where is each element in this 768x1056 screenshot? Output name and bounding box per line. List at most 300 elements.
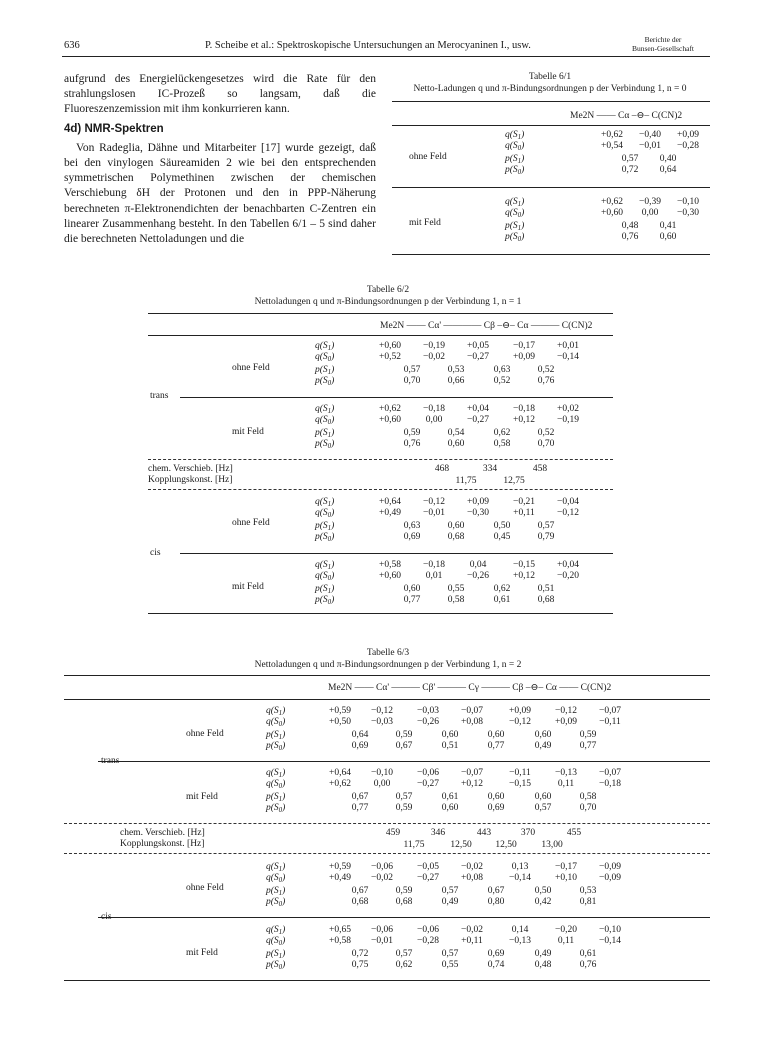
table62-cis-mit-q-s0-cell: +0,12	[513, 571, 535, 581]
table63-cis-mit-p-s0-cell: 0,62	[395, 960, 413, 970]
table62-structure: Me2N —— Cα' ———— Cβ –⊖– Cα ——— C(CN)2	[380, 321, 593, 331]
table63-trans-ohne-q-s0-cell: +0,08	[461, 717, 483, 727]
table63-cis-ohne-p-s1-cell: 0,50	[534, 886, 552, 896]
table62-cis-ohne-q-s1-cell: −0,04	[557, 497, 579, 507]
table62-mit-feld-label: mit Feld	[232, 427, 264, 437]
table63-trans-ohne-p-s1-cell: 0,60	[534, 730, 552, 740]
table62-cis-ohne-p-s1-cell: 0,57	[537, 521, 555, 531]
table62-cis-ohne-label-p-s1: $p(S_1)$	[315, 521, 335, 532]
table62-coupling-cell: 11,75	[455, 476, 477, 486]
table63-cis-ohne-q-s1-cell: −0,05	[417, 862, 439, 872]
table63-trans-ohne-label-p-s0: $p(S_0)$	[266, 741, 286, 752]
table62-trans-label: trans	[150, 391, 169, 401]
table63-shift-cell: 346	[430, 828, 446, 838]
table63-shift-cell: 455	[566, 828, 582, 838]
table63-trans-mit-q-s1-cell: −0,07	[461, 768, 483, 778]
table63-cis-mit-q-s1-cell: −0,10	[599, 925, 621, 935]
table62-cis-ohne-q-s0-cell: +0,49	[379, 508, 401, 518]
journal-line-2: Bunsen-Gesellschaft	[631, 43, 695, 53]
table62-trans-mit-p-s1-cell: 0,52	[537, 428, 555, 438]
table63-structure: Me2N —— Cα' ——— Cβ' ——— Cγ ——— Cβ –⊖– Cα —— C(CN)2	[328, 683, 612, 693]
table62-trans-mit-label-q-s0: $q(S_0)$	[315, 415, 335, 426]
table63-trans-ohne-p-s1-cell: 0,64	[351, 730, 369, 740]
table62-coupling-label: Kopplungskonst. [Hz]	[148, 475, 233, 485]
table61-caption: Netto-Ladungen q und π-Bindungsordnungen p der Verbindung 1, n = 0	[413, 84, 687, 94]
table62-trans-mit-q-s0-cell: −0,19	[557, 415, 579, 425]
table63-cis-mit-q-s0-cell: +0,58	[329, 936, 351, 946]
table63-cis-mit-p-s1-cell: 0,61	[579, 949, 597, 959]
table62-trans-mit-p-s0-cell: 0,76	[403, 439, 421, 449]
table63-cis-ohne-q-s0-cell: −0,02	[371, 873, 393, 883]
table62-cis-ohne-feld-label: ohne Feld	[232, 518, 270, 528]
table62-cis-ohne-p-s0-cell: 0,69	[403, 532, 421, 542]
table63-cis-ohne-label-p-s1: $p(S_1)$	[266, 886, 286, 897]
table63-cis-ohne-q-s0-cell: −0,09	[599, 873, 621, 883]
table63-trans-mit-p-s0-cell: 0,69	[487, 803, 505, 813]
table63-trans-mit-p-s1-cell: 0,60	[534, 792, 552, 802]
table61-ohne-label-q-s1: $q(S_1)$	[505, 130, 525, 141]
table62-trans-mit-p-s1-cell: 0,54	[447, 428, 465, 438]
table63-cis-mit-q-s0-cell: +0,11	[461, 936, 483, 946]
table61-mit-label-q-s1: $q(S_1)$	[505, 197, 525, 208]
table63-trans-ohne-q-s1-cell: −0,07	[599, 706, 621, 716]
table61-mit-q-s1-cell: −0,39	[639, 197, 661, 207]
table63-cis-mit-label-q-s1: $q(S_1)$	[266, 925, 286, 936]
table63-trans-mit-p-s0-cell: 0,77	[351, 803, 369, 813]
table63-cis-ohne-p-s0-cell: 0,68	[351, 897, 369, 907]
table62-cis-ohne-q-s0-cell: −0,01	[423, 508, 445, 518]
table63-cis-mit-q-s0-cell: −0,01	[371, 936, 393, 946]
journal-line-1: Berichte der	[644, 35, 682, 44]
table61-mit-feld-label: mit Feld	[409, 218, 441, 228]
table63-caption: Nettoladungen q und π-Bindungsordnungen p der Verbindung 1, n = 2	[254, 660, 522, 670]
table63-ohne-feld-label: ohne Feld	[186, 729, 224, 739]
table62-trans-mit-p-s0-cell: 0,60	[447, 439, 465, 449]
table62-trans-ohne-q-s1-cell: +0,60	[379, 341, 401, 351]
table63-trans-mit-q-s1-cell: −0,06	[417, 768, 439, 778]
table62-cis-ohne-q-s1-cell: +0,64	[379, 497, 401, 507]
table63-trans-mit-q-s1-cell: −0,07	[599, 768, 621, 778]
table61-mit-label-p-s1: $p(S_1)$	[505, 221, 525, 232]
table63-cis-mit-label-q-s0: $q(S_0)$	[266, 936, 286, 947]
table62-cis-ohne-p-s1-cell: 0,63	[403, 521, 421, 531]
table63-trans-ohne-label-q-s1: $q(S_1)$	[266, 706, 286, 717]
table63-title: Tabelle 6/3	[366, 648, 410, 658]
table63-cis-mit-q-s1-cell: 0,14	[511, 925, 529, 935]
table61-ohne-label-p-s0: $p(S_0)$	[505, 165, 525, 176]
table62-trans-ohne-q-s0-cell: +0,52	[379, 352, 401, 362]
paragraph-1: aufgrund des Energielückengesetzes wird die Rate für den strahlungslosen IC-Prozeß so langsam, daß die Fluoreszenzemission mit ihm konkurrieren kann.	[64, 73, 376, 116]
table63-cis-mit-label-p-s0: $p(S_0)$	[266, 960, 286, 971]
table62-cis-mit-p-s1-cell: 0,51	[537, 584, 555, 594]
table62-cis-ohne-p-s1-cell: 0,50	[493, 521, 511, 531]
table62-head-rule	[148, 335, 613, 336]
table63-trans-mit-p-s0-cell: 0,60	[441, 803, 459, 813]
table63-cis-ohne-q-s1-cell: −0,17	[555, 862, 577, 872]
table63-shift-cell: 459	[385, 828, 401, 838]
table61-ohne-q-s1-cell: +0,62	[601, 130, 623, 140]
table62-bottom-rule	[148, 613, 613, 614]
table63-trans-ohne-p-s0-cell: 0,49	[534, 741, 552, 751]
table63-trans-mit-q-s0-cell: 0,11	[557, 779, 575, 789]
table63-cis-ohne-p-s0-cell: 0,42	[534, 897, 552, 907]
table63-cis-mit-p-s1-cell: 0,57	[395, 949, 413, 959]
table62-shift-cell: 458	[532, 464, 548, 474]
table62-trans-ohne-q-s1-cell: −0,17	[513, 341, 535, 351]
table61-ohne-p-s1-cell: 0,40	[659, 154, 677, 164]
table63-cis-mit-p-s0-cell: 0,48	[534, 960, 552, 970]
table63-trans-mit-q-s0-cell: −0,18	[599, 779, 621, 789]
table62-cis-mit-q-s0-cell: −0,20	[557, 571, 579, 581]
table62-cis-ohne-q-s1-cell: +0,09	[467, 497, 489, 507]
table62-trans-mit-p-s1-cell: 0,62	[493, 428, 511, 438]
table62-cis-ohne-label-q-s1: $q(S_1)$	[315, 497, 335, 508]
table62-trans-ohne-q-s0-cell: −0,27	[467, 352, 489, 362]
table62-dash-rule-2	[148, 489, 613, 490]
page-number: 636	[64, 40, 80, 51]
table63-bottom-rule	[64, 980, 710, 981]
table63-trans-ohne-label-p-s1: $p(S_1)$	[266, 730, 286, 741]
table62-trans-mit-q-s1-cell: +0,04	[467, 404, 489, 414]
table62-cis-mit-q-s0-cell: −0,26	[467, 571, 489, 581]
table62-cis-mit-q-s1-cell: +0,04	[557, 560, 579, 570]
table63-trans-mit-label-p-s0: $p(S_0)$	[266, 803, 286, 814]
table62-trans-mit-label-q-s1: $q(S_1)$	[315, 404, 335, 415]
table61-mit-q-s1-cell: +0,62	[601, 197, 623, 207]
table63-cis-ohne-q-s0-cell: +0,10	[555, 873, 577, 883]
table61-top-rule	[392, 101, 710, 102]
table62-cis-mit-p-s0-cell: 0,61	[493, 595, 511, 605]
table63-trans-mit-q-s1-cell: −0,13	[555, 768, 577, 778]
table63-dash-rule-1	[64, 823, 710, 824]
table63-trans-mit-q-s0-cell: +0,12	[461, 779, 483, 789]
table62-caption: Nettoladungen q und π-Bindungsordnungen p der Verbindung 1, n = 1	[254, 297, 522, 307]
table62-cis-mit-q-s1-cell: −0,15	[513, 560, 535, 570]
table63-cis-ohne-label-q-s0: $q(S_0)$	[266, 873, 286, 884]
table62-trans-ohne-label-p-s1: $p(S_1)$	[315, 365, 335, 376]
table63-trans-ohne-p-s0-cell: 0,77	[579, 741, 597, 751]
section-heading: 4d) NMR-Spektren	[64, 122, 164, 135]
table63-cis-ohne-q-s1-cell: −0,02	[461, 862, 483, 872]
table61-mit-p-s1-cell: 0,48	[621, 221, 639, 231]
table63-cis-ohne-p-s0-cell: 0,80	[487, 897, 505, 907]
table63-trans-mit-label-q-s1: $q(S_1)$	[266, 768, 286, 779]
table61-ohne-q-s1-cell: −0,40	[639, 130, 661, 140]
table63-trans-ohne-q-s1-cell: −0,07	[461, 706, 483, 716]
table63-cis-mit-p-s0-cell: 0,74	[487, 960, 505, 970]
table62-trans-ohne-p-s1-cell: 0,52	[537, 365, 555, 375]
table62-cis-ohne-p-s0-cell: 0,45	[493, 532, 511, 542]
table63-trans-mit-q-s1-cell: −0,11	[509, 768, 531, 778]
table61-mit-p-s0-cell: 0,60	[659, 232, 677, 242]
table63-trans-ohne-q-s1-cell: +0,09	[509, 706, 531, 716]
table63-trans-ohne-p-s0-cell: 0,69	[351, 741, 369, 751]
table62-cis-ohne-q-s0-cell: +0,11	[513, 508, 535, 518]
table63-trans-ohne-p-s0-cell: 0,51	[441, 741, 459, 751]
table62-trans-mit-q-s1-cell: +0,02	[557, 404, 579, 414]
table63-shift-cell: 443	[476, 828, 492, 838]
table61-ohne-p-s1-cell: 0,57	[621, 154, 639, 164]
table62-cis-mit-p-s0-cell: 0,58	[447, 595, 465, 605]
table63-cis-ohne-q-s0-cell: +0,08	[461, 873, 483, 883]
table61-mit-q-s1-cell: −0,10	[677, 197, 699, 207]
table63-trans-ohne-p-s0-cell: 0,77	[487, 741, 505, 751]
table63-trans-ohne-p-s0-cell: 0,67	[395, 741, 413, 751]
table63-trans-mit-p-s1-cell: 0,60	[487, 792, 505, 802]
table63-trans-mit-p-s1-cell: 0,58	[579, 792, 597, 802]
table62-cis-ohne-label-q-s0: $q(S_0)$	[315, 508, 335, 519]
table62-trans-ohne-q-s1-cell: +0,01	[557, 341, 579, 351]
table62-trans-ohne-q-s1-cell: +0,05	[467, 341, 489, 351]
table62-cis-ohne-q-s0-cell: −0,12	[557, 508, 579, 518]
table61-mit-label-q-s0: $q(S_0)$	[505, 208, 525, 219]
table61-ohne-q-s1-cell: +0,09	[677, 130, 699, 140]
table63-trans-ohne-p-s1-cell: 0,60	[487, 730, 505, 740]
table63-cis-ohne-label-q-s1: $q(S_1)$	[266, 862, 286, 873]
table63-cis-ohne-p-s0-cell: 0,81	[579, 897, 597, 907]
table62-trans-ohne-q-s0-cell: −0,14	[557, 352, 579, 362]
table63-trans-mit-q-s1-cell: −0,10	[371, 768, 393, 778]
table61-head-rule	[392, 125, 710, 126]
table63-cis-mit-p-s1-cell: 0,49	[534, 949, 552, 959]
table62-shift-cell: 334	[482, 464, 498, 474]
table61-ohne-q-s0-cell: −0,01	[639, 141, 661, 151]
table62-trans-ohne-q-s0-cell: −0,02	[423, 352, 445, 362]
table62-trans-ohne-label-q-s0: $q(S_0)$	[315, 352, 335, 363]
table63-top-rule	[64, 675, 710, 676]
table63-cis-ohne-feld-label: ohne Feld	[186, 883, 224, 893]
table63-cis-mit-q-s1-cell: +0,65	[329, 925, 351, 935]
table62-cis-mit-q-s1-cell: 0,04	[469, 560, 487, 570]
table62-cis-mit-label-q-s0: $q(S_0)$	[315, 571, 335, 582]
table63-trans-mit-p-s1-cell: 0,61	[441, 792, 459, 802]
table62-trans-mit-q-s0-cell: +0,60	[379, 415, 401, 425]
table62-trans-ohne-label-q-s1: $q(S_1)$	[315, 341, 335, 352]
table62-trans-ohne-p-s1-cell: 0,57	[403, 365, 421, 375]
table62-shift-cell: 468	[434, 464, 450, 474]
table62-trans-mit-p-s1-cell: 0,59	[403, 428, 421, 438]
table63-trans-mit-q-s0-cell: +0,62	[329, 779, 351, 789]
table63-trans-mit-p-s0-cell: 0,59	[395, 803, 413, 813]
table62-cis-ohne-q-s1-cell: −0,12	[423, 497, 445, 507]
table61-ohne-label-q-s0: $q(S_0)$	[505, 141, 525, 152]
table63-cis-mit-label-p-s1: $p(S_1)$	[266, 949, 286, 960]
table62-cis-mit-label-p-s1: $p(S_1)$	[315, 584, 335, 595]
table63-cis-mid-rule	[98, 917, 710, 918]
table62-trans-mit-p-s0-cell: 0,58	[493, 439, 511, 449]
table63-cis-ohne-q-s0-cell: −0,14	[509, 873, 531, 883]
table63-trans-ohne-q-s1-cell: −0,12	[555, 706, 577, 716]
table62-cis-ohne-label-p-s0: $p(S_0)$	[315, 532, 335, 543]
table63-trans-label: trans	[101, 756, 120, 766]
table63-cis-ohne-p-s0-cell: 0,49	[441, 897, 459, 907]
journal-name	[618, 36, 708, 53]
table63-head-rule	[64, 699, 710, 700]
table61-mit-p-s0-cell: 0,76	[621, 232, 639, 242]
table63-coupling-cell: 12,50	[450, 840, 472, 850]
table63-trans-ohne-q-s0-cell: −0,26	[417, 717, 439, 727]
table63-trans-ohne-q-s1-cell: −0,03	[417, 706, 439, 716]
running-title: P. Scheibe et al.: Spektroskopische Untersuchungen an Merocyaninen I., usw.	[205, 40, 531, 51]
table61-title: Tabelle 6/1	[528, 72, 572, 82]
table63-trans-ohne-p-s1-cell: 0,60	[441, 730, 459, 740]
table63-cis-mit-p-s1-cell: 0,57	[441, 949, 459, 959]
table63-cis-label: cis	[101, 912, 112, 922]
table62-title: Tabelle 6/2	[366, 285, 410, 295]
table63-cis-ohne-p-s1-cell: 0,67	[351, 886, 369, 896]
table63-cis-ohne-p-s1-cell: 0,59	[395, 886, 413, 896]
table62-ohne-feld-label: ohne Feld	[232, 363, 270, 373]
table62-cis-mit-q-s1-cell: +0,58	[379, 560, 401, 570]
table62-cis-mit-feld-label: mit Feld	[232, 582, 264, 592]
table63-cis-ohne-p-s0-cell: 0,68	[395, 897, 413, 907]
table63-cis-ohne-q-s1-cell: 0,13	[511, 862, 529, 872]
table62-trans-ohne-p-s1-cell: 0,63	[493, 365, 511, 375]
table63-trans-ohne-q-s0-cell: −0,11	[599, 717, 621, 727]
table62-trans-mid-rule	[180, 397, 613, 398]
table63-trans-ohne-q-s1-cell: −0,12	[371, 706, 393, 716]
table63-cis-mit-p-s0-cell: 0,55	[441, 960, 459, 970]
table61-ohne-feld-label: ohne Feld	[409, 152, 447, 162]
table61-mit-q-s0-cell: −0,30	[677, 208, 699, 218]
table62-trans-mit-q-s0-cell: 0,00	[425, 415, 443, 425]
table62-trans-ohne-label-p-s0: $p(S_0)$	[315, 376, 335, 387]
table61-mit-q-s0-cell: 0,00	[641, 208, 659, 218]
table62-trans-mit-q-s0-cell: −0,27	[467, 415, 489, 425]
table63-trans-mid-rule	[98, 761, 710, 762]
table63-shift-cell: 370	[520, 828, 536, 838]
table63-cis-mit-q-s0-cell: −0,13	[509, 936, 531, 946]
table62-trans-ohne-p-s1-cell: 0,53	[447, 365, 465, 375]
table62-cis-mid-rule	[180, 553, 613, 554]
table62-top-rule	[148, 313, 613, 314]
table63-cis-ohne-q-s1-cell: −0,09	[599, 862, 621, 872]
table62-cis-mit-p-s1-cell: 0,60	[403, 584, 421, 594]
table62-chem-shift-label: chem. Verschieb. [Hz]	[148, 464, 233, 474]
table61-ohne-q-s0-cell: +0,54	[601, 141, 623, 151]
table62-trans-mit-q-s1-cell: −0,18	[423, 404, 445, 414]
table63-cis-mit-p-s0-cell: 0,75	[351, 960, 369, 970]
table63-cis-mit-p-s1-cell: 0,72	[351, 949, 369, 959]
table61-mit-q-s0-cell: +0,60	[601, 208, 623, 218]
table62-trans-mit-label-p-s0: $p(S_0)$	[315, 439, 335, 450]
table63-coupling-cell: 12,50	[495, 840, 517, 850]
table63-trans-mit-q-s0-cell: −0,27	[417, 779, 439, 789]
table62-trans-mit-q-s1-cell: +0,62	[379, 404, 401, 414]
table63-trans-ohne-q-s0-cell: −0,12	[509, 717, 531, 727]
table62-cis-mit-p-s1-cell: 0,62	[493, 584, 511, 594]
table63-trans-mit-p-s1-cell: 0,57	[395, 792, 413, 802]
paragraph-2: Von Radeglia, Dähne und Mitarbeiter [17] wurde gezeigt, daß bei den vinylogen Säureamiden 2 wie bei den entsprechenden symmetrischen Polymethinen zwischen der chemischen Verschiebung δH der Protonen und den in PPP-Näherung berechneten π-Elektronendichten der benachbarten C-Zentren ein linearer Zusammenhang besteht. In den Tabellen 6/1 – 5 sind daher die berechneten Nettoladungen und die	[64, 141, 376, 246]
table63-cis-ohne-p-s1-cell: 0,57	[441, 886, 459, 896]
table61-ohne-label-p-s1: $p(S_1)$	[505, 154, 525, 165]
table63-mit-feld-label: mit Feld	[186, 792, 218, 802]
table63-cis-ohne-q-s1-cell: −0,06	[371, 862, 393, 872]
table63-cis-mit-q-s1-cell: −0,20	[555, 925, 577, 935]
table63-dash-rule-2	[64, 853, 710, 854]
table63-cis-ohne-q-s0-cell: −0,27	[417, 873, 439, 883]
table63-coupling-cell: 11,75	[403, 840, 425, 850]
table63-cis-ohne-q-s1-cell: +0,59	[329, 862, 351, 872]
table62-trans-mit-label-p-s1: $p(S_1)$	[315, 428, 335, 439]
table63-cis-mit-q-s0-cell: −0,14	[599, 936, 621, 946]
table62-trans-ohne-p-s0-cell: 0,76	[537, 376, 555, 386]
table63-trans-ohne-q-s0-cell: +0,09	[555, 717, 577, 727]
table63-trans-ohne-q-s0-cell: +0,50	[329, 717, 351, 727]
table63-cis-ohne-q-s0-cell: +0,49	[329, 873, 351, 883]
table62-cis-ohne-p-s0-cell: 0,79	[537, 532, 555, 542]
table62-cis-ohne-q-s1-cell: −0,21	[513, 497, 535, 507]
table62-trans-ohne-p-s0-cell: 0,52	[493, 376, 511, 386]
table62-cis-mit-p-s1-cell: 0,55	[447, 584, 465, 594]
header-rule	[62, 56, 710, 57]
body-text	[64, 72, 376, 247]
table62-cis-mit-p-s0-cell: 0,68	[537, 595, 555, 605]
table61-mit-label-p-s0: $p(S_0)$	[505, 232, 525, 243]
table63-trans-mit-p-s1-cell: 0,67	[351, 792, 369, 802]
table63-trans-mit-label-q-s0: $q(S_0)$	[266, 779, 286, 790]
table63-trans-ohne-p-s1-cell: 0,59	[395, 730, 413, 740]
table63-cis-mit-q-s1-cell: −0,06	[371, 925, 393, 935]
table63-trans-mit-q-s1-cell: +0,64	[329, 768, 351, 778]
table62-cis-ohne-q-s0-cell: −0,30	[467, 508, 489, 518]
table62-cis-label: cis	[150, 548, 161, 558]
table63-coupling-cell: 13,00	[541, 840, 563, 850]
table63-trans-ohne-q-s1-cell: +0,59	[329, 706, 351, 716]
table62-dash-rule-1	[148, 459, 613, 460]
table61-bottom-rule	[392, 254, 710, 255]
table63-trans-mit-q-s0-cell: 0,00	[373, 779, 391, 789]
table62-trans-mit-p-s0-cell: 0,70	[537, 439, 555, 449]
table61-ohne-q-s0-cell: −0,28	[677, 141, 699, 151]
table62-trans-ohne-p-s0-cell: 0,66	[447, 376, 465, 386]
table63-cis-ohne-p-s1-cell: 0,53	[579, 886, 597, 896]
table63-cis-mit-p-s0-cell: 0,76	[579, 960, 597, 970]
table63-trans-mit-p-s0-cell: 0,70	[579, 803, 597, 813]
table62-trans-mit-q-s0-cell: +0,12	[513, 415, 535, 425]
table63-trans-ohne-p-s1-cell: 0,59	[579, 730, 597, 740]
table63-trans-mit-p-s0-cell: 0,57	[534, 803, 552, 813]
table62-cis-mit-label-p-s0: $p(S_0)$	[315, 595, 335, 606]
table63-trans-mit-q-s0-cell: −0,15	[509, 779, 531, 789]
table62-cis-mit-q-s1-cell: −0,18	[423, 560, 445, 570]
table62-cis-mit-q-s0-cell: +0,60	[379, 571, 401, 581]
table63-cis-mit-feld-label: mit Feld	[186, 948, 218, 958]
table62-trans-mit-q-s1-cell: −0,18	[513, 404, 535, 414]
table63-trans-ohne-q-s0-cell: −0,03	[371, 717, 393, 727]
table63-cis-mit-q-s1-cell: −0,02	[461, 925, 483, 935]
table63-cis-ohne-label-p-s0: $p(S_0)$	[266, 897, 286, 908]
table63-trans-mit-label-p-s1: $p(S_1)$	[266, 792, 286, 803]
table63-cis-mit-q-s0-cell: −0,28	[417, 936, 439, 946]
table61-structure: Me2N —— Cα –⊖– C(CN)2	[570, 111, 683, 121]
table62-cis-mit-p-s0-cell: 0,77	[403, 595, 421, 605]
table63-cis-mit-q-s1-cell: −0,06	[417, 925, 439, 935]
table61-mit-p-s1-cell: 0,41	[659, 221, 677, 231]
table63-cis-mit-p-s1-cell: 0,69	[487, 949, 505, 959]
table63-cis-mit-q-s0-cell: 0,11	[557, 936, 575, 946]
table62-trans-ohne-q-s1-cell: −0,19	[423, 341, 445, 351]
table63-chem-shift-label: chem. Verschieb. [Hz]	[120, 828, 205, 838]
table62-trans-ohne-p-s0-cell: 0,70	[403, 376, 421, 386]
table62-cis-mit-q-s0-cell: 0,01	[425, 571, 443, 581]
table62-cis-ohne-p-s1-cell: 0,60	[447, 521, 465, 531]
table61-ohne-p-s0-cell: 0,64	[659, 165, 677, 175]
table62-trans-ohne-q-s0-cell: +0,09	[513, 352, 535, 362]
table61-mid-rule	[392, 187, 710, 188]
table62-cis-ohne-p-s0-cell: 0,68	[447, 532, 465, 542]
table63-cis-ohne-p-s1-cell: 0,67	[487, 886, 505, 896]
